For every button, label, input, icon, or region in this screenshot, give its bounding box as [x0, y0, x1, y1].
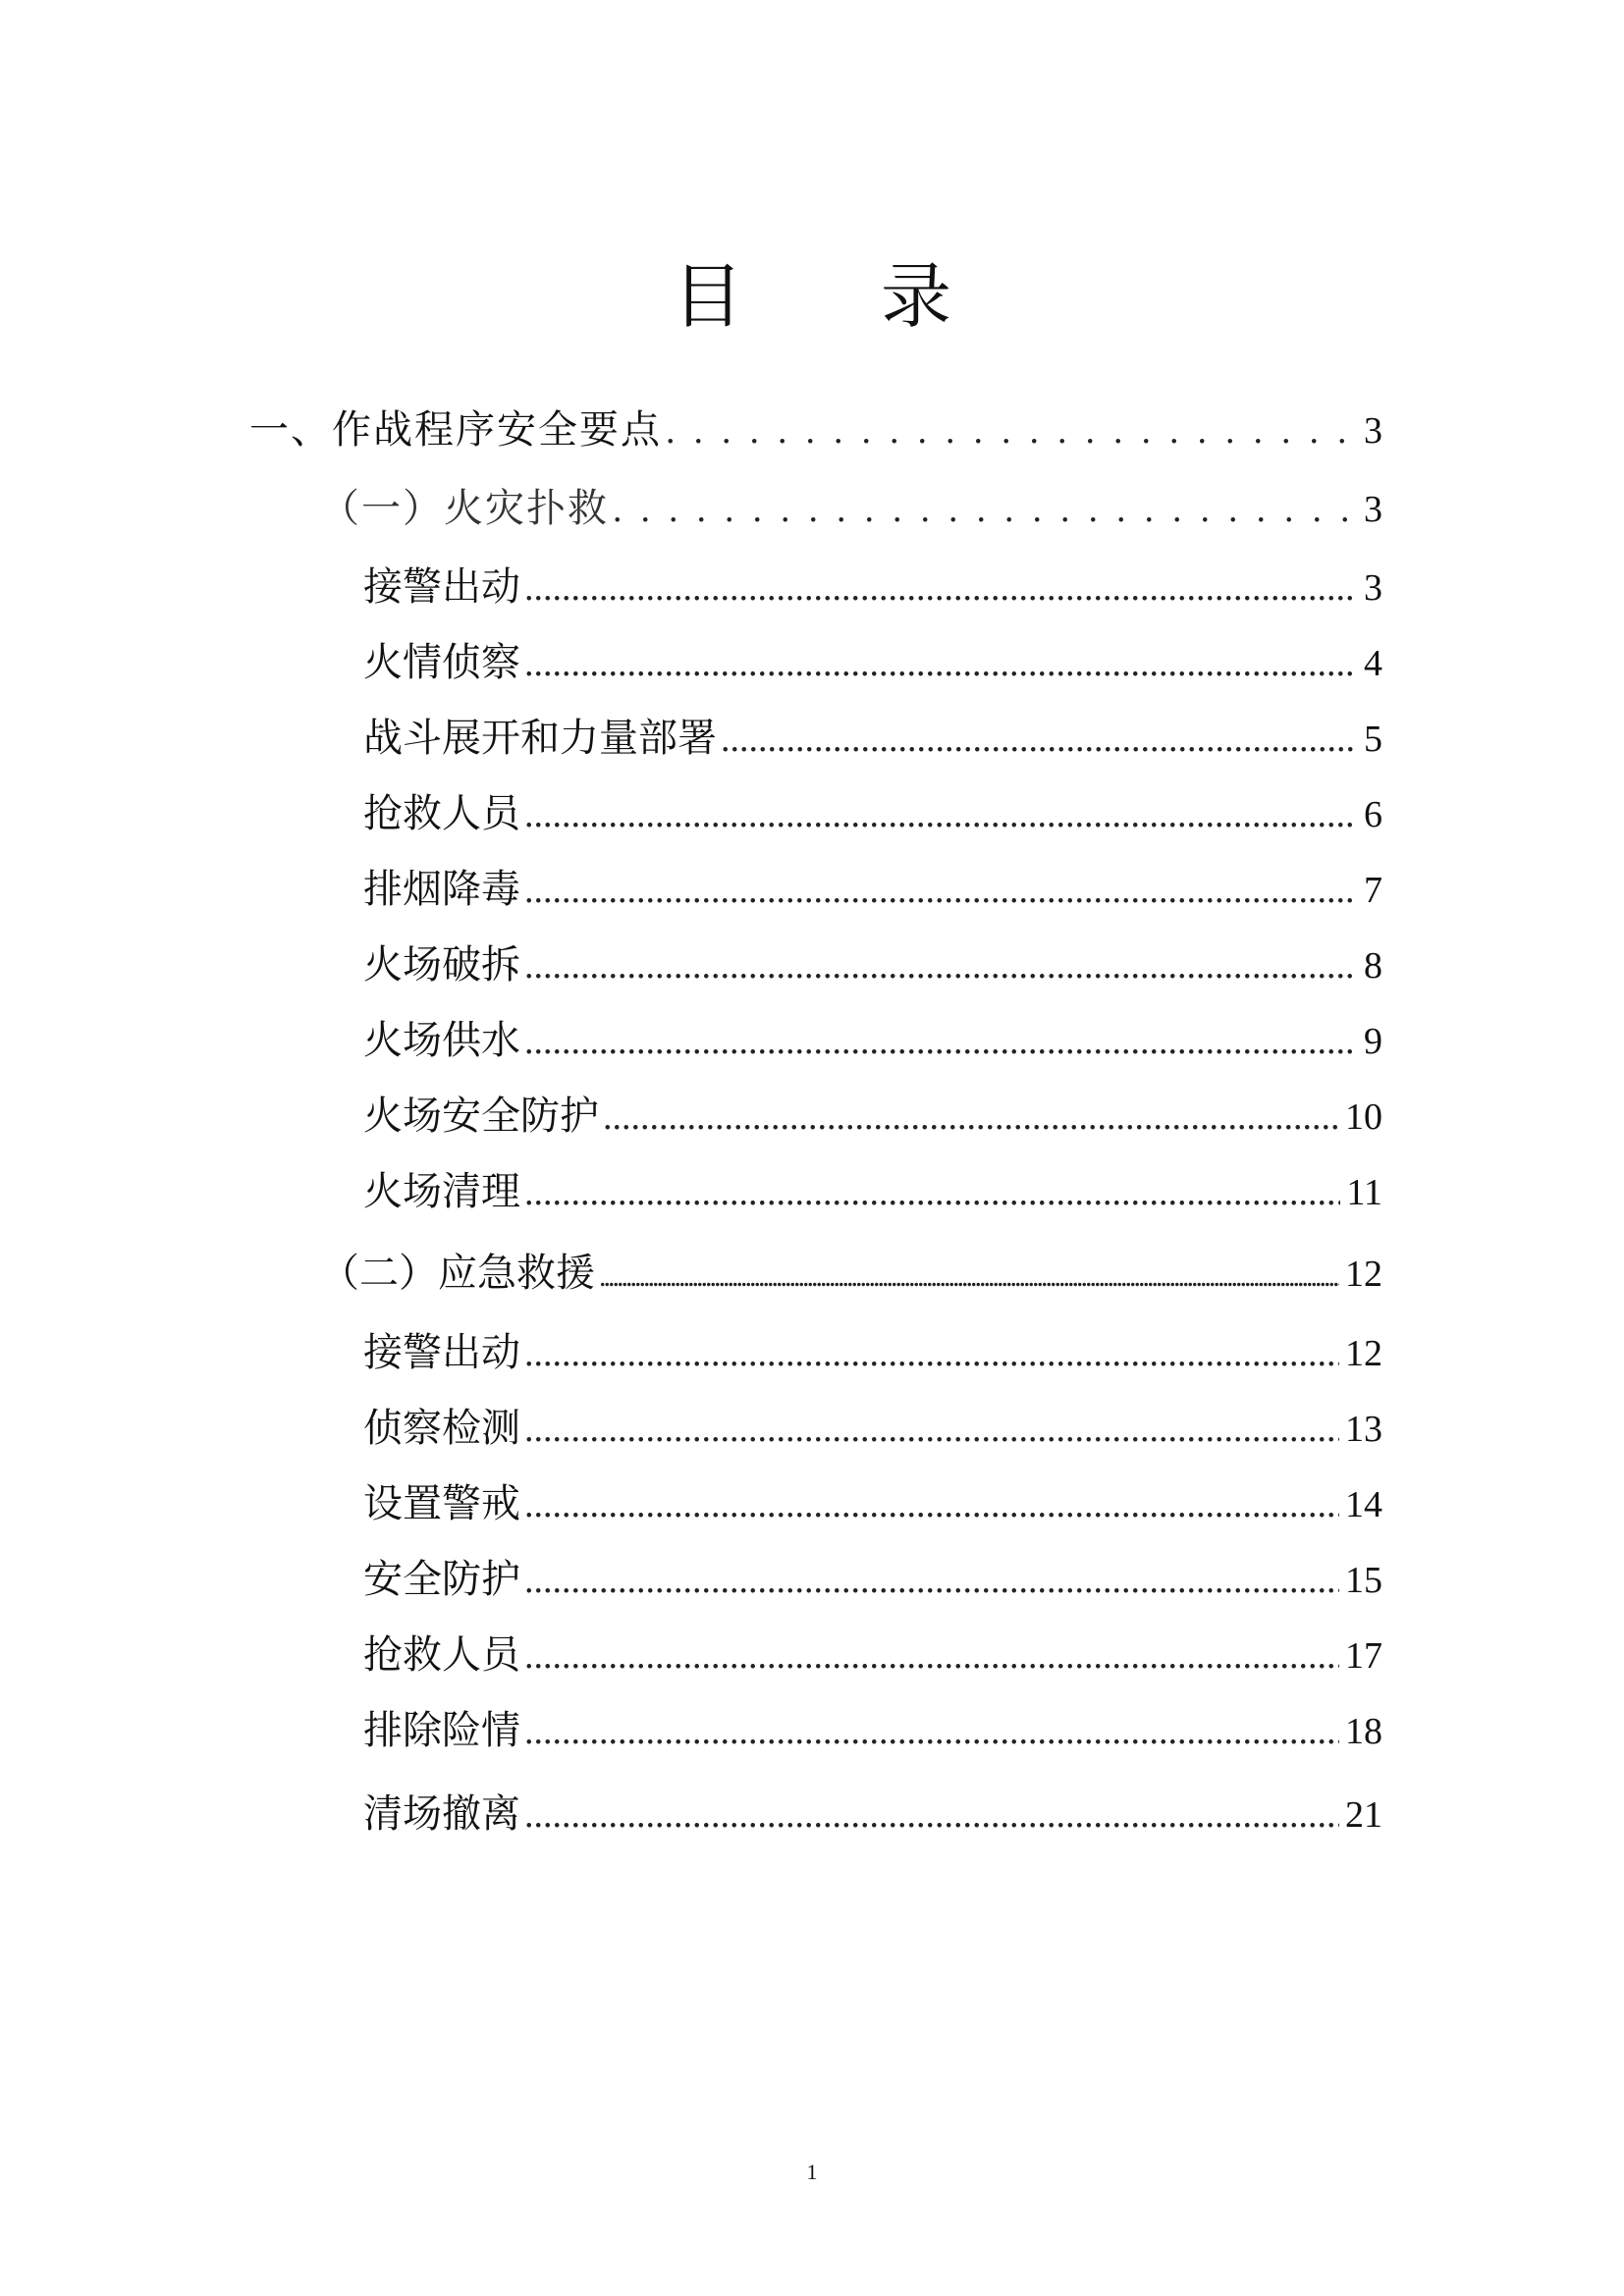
toc-leader-dots — [524, 1163, 1340, 1222]
toc-entry[interactable] — [363, 1701, 1382, 1760]
toc-entry[interactable] — [363, 784, 1382, 843]
toc-entry-page: 15 — [1345, 1560, 1382, 1601]
toc-entry-label: （一）火灾扑救 — [320, 486, 609, 531]
toc-entry-label: 火情侦察 — [363, 640, 520, 685]
toc-entry-label: 火场安全防护 — [363, 1094, 599, 1139]
toc-entry-page: 13 — [1345, 1409, 1382, 1450]
toc-entry-page: 12 — [1345, 1254, 1382, 1295]
toc-entry-label: 排烟降毒 — [363, 867, 520, 912]
toc-entry[interactable] — [363, 1087, 1382, 1146]
toc-leader-dots — [524, 1475, 1339, 1534]
toc-leader-dots — [524, 1324, 1339, 1383]
toc-entry[interactable] — [363, 1323, 1382, 1382]
toc-entry-page: 3 — [1364, 567, 1382, 609]
toc-entry-page: 12 — [1345, 1333, 1382, 1374]
toc-entry[interactable] — [363, 1011, 1382, 1070]
toc-entry-page: 3 — [1364, 489, 1382, 530]
toc-entry-page: 17 — [1345, 1635, 1382, 1677]
toc-entry-label: 清场撤离 — [363, 1791, 520, 1837]
toc-entry-label: 接警出动 — [363, 564, 520, 610]
toc-leader-dots — [599, 1248, 1339, 1307]
toc-entry-label: 安全防护 — [363, 1557, 520, 1602]
title-char-2: 录 — [881, 255, 952, 339]
page-title — [0, 255, 1624, 339]
toc-leader-dots — [524, 559, 1357, 617]
toc-leader-dots — [666, 401, 1357, 460]
toc-leader-dots — [721, 710, 1357, 769]
toc-entry-page: 4 — [1364, 643, 1382, 684]
toc-entry-page: 14 — [1345, 1484, 1382, 1525]
toc-entry-page: 10 — [1345, 1096, 1382, 1138]
toc-leader-dots — [524, 936, 1357, 995]
toc-entry[interactable] — [363, 1162, 1382, 1221]
toc-leader-dots — [613, 480, 1357, 539]
toc-entry-label: 火场破拆 — [363, 942, 520, 988]
toc-entry-page: 7 — [1364, 870, 1382, 911]
toc-entry-page: 6 — [1364, 794, 1382, 835]
toc-entry[interactable] — [320, 1244, 1382, 1303]
toc-leader-dots — [524, 1012, 1357, 1071]
toc-entry[interactable] — [363, 1785, 1382, 1843]
toc-entry-label: 抢救人员 — [363, 791, 520, 836]
toc-entry-label: 设置警戒 — [363, 1481, 520, 1526]
title-char-1: 目 — [672, 255, 743, 339]
toc-entry[interactable] — [363, 633, 1382, 692]
toc-entry[interactable] — [363, 860, 1382, 919]
toc-entry-label: 战斗展开和力量部署 — [363, 716, 717, 761]
toc-leader-dots — [524, 1702, 1339, 1761]
toc-leader-dots — [524, 785, 1357, 844]
toc-entry[interactable] — [363, 1550, 1382, 1609]
toc-entry-label: 抢救人员 — [363, 1632, 520, 1678]
toc-leader-dots — [524, 861, 1357, 920]
toc-entry-page: 11 — [1346, 1172, 1382, 1213]
toc-entry-page: 5 — [1364, 719, 1382, 760]
toc-entry-page: 21 — [1345, 1794, 1382, 1836]
toc-leader-dots — [524, 1627, 1339, 1685]
toc-leader-dots — [603, 1088, 1339, 1147]
toc-entry-label: 一、作战程序安全要点 — [249, 407, 662, 453]
toc-leader-dots — [524, 1786, 1339, 1844]
toc-entry-page: 3 — [1364, 410, 1382, 452]
toc-entry[interactable] — [363, 1474, 1382, 1533]
toc-entry[interactable] — [363, 1626, 1382, 1684]
toc-entry[interactable] — [363, 558, 1382, 616]
toc-entry-page: 18 — [1345, 1711, 1382, 1752]
toc-entry-label: （二）应急救援 — [320, 1251, 595, 1296]
toc-entry[interactable] — [363, 1399, 1382, 1458]
toc-entry[interactable] — [249, 400, 1382, 459]
toc-entry-label: 接警出动 — [363, 1330, 520, 1375]
toc-entry-page: 9 — [1364, 1021, 1382, 1062]
page-number: 1 — [806, 2160, 818, 2184]
toc-entry[interactable] — [363, 935, 1382, 994]
toc-leader-dots — [524, 1551, 1339, 1610]
toc-entry-page: 8 — [1364, 945, 1382, 987]
toc-entry-label: 火场清理 — [363, 1169, 520, 1214]
toc-entry[interactable] — [320, 479, 1382, 538]
toc-entry-label: 侦察检测 — [363, 1406, 520, 1451]
toc-leader-dots — [524, 1400, 1339, 1459]
toc-leader-dots — [524, 634, 1357, 693]
toc-entry[interactable] — [363, 709, 1382, 768]
toc-entry-label: 排除险情 — [363, 1708, 520, 1753]
toc-entry-label: 火场供水 — [363, 1018, 520, 1063]
